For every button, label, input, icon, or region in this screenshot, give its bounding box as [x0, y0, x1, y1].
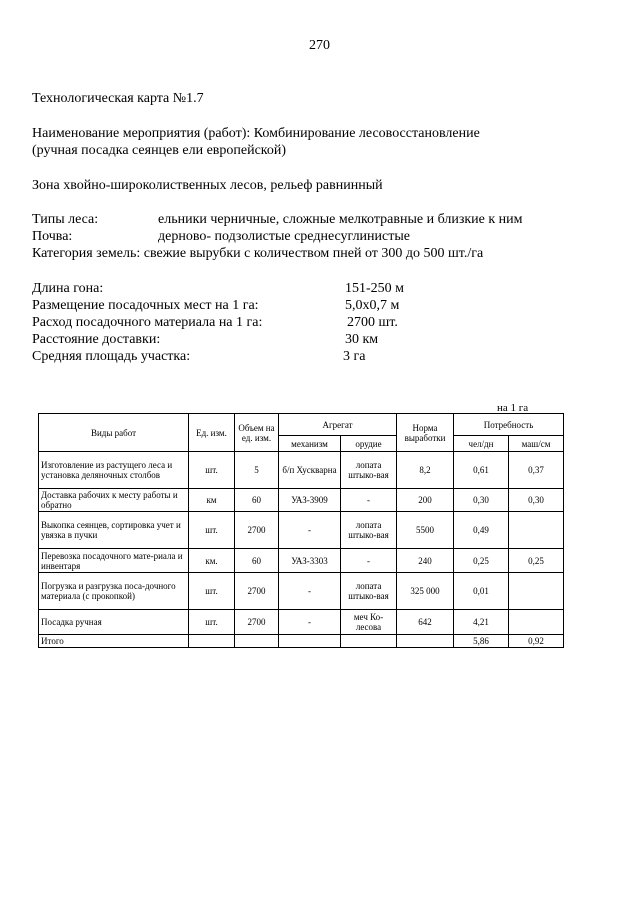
cell-man-days: 0,25 [454, 549, 509, 573]
cell-man-days: 4,21 [454, 610, 509, 635]
cell-tool: лопата штыко-вая [341, 512, 397, 549]
cell-unit: км [189, 489, 235, 512]
table-row [39, 549, 564, 573]
activity-line-1: Наименование мероприятия (работ): Комбинирование лесовосстановление [32, 126, 480, 141]
cell-unit: шт. [189, 610, 235, 635]
cell-volume: 2700 [235, 573, 279, 610]
page-number: 270 [309, 38, 330, 53]
total-label: Итого [39, 635, 189, 648]
param-value-area: 3 га [343, 349, 366, 364]
header-man-days: чел/дн [454, 436, 509, 452]
cell-tool: лопата штыко-вая [341, 452, 397, 489]
cell-work: Изготовление из растущего леса и установка деляночных столбов [39, 452, 189, 489]
cell-unit: км. [189, 549, 235, 573]
forest-type-label: Типы леса: [32, 212, 99, 227]
activity-line-2: (ручная посадка сеянцев ели европейской) [32, 143, 287, 158]
forest-type-value: ельники черничные, сложные мелкотравные и близкие к ним [158, 212, 523, 227]
land-category-line: Категория земель: свежие вырубки с количеством пней от 300 до 500 шт./га [32, 246, 484, 261]
total-empty-cell [279, 635, 341, 648]
cell-mechanism: - [279, 573, 341, 610]
cell-tool: - [341, 489, 397, 512]
table-row [39, 512, 564, 549]
cell-volume: 2700 [235, 610, 279, 635]
zone-line: Зона хвойно-широколиственных лесов, рельеф равнинный [32, 178, 383, 193]
cell-work: Посадка ручная [39, 610, 189, 635]
table-unit-note: на 1 га [497, 402, 529, 414]
total-empty-cell [397, 635, 454, 648]
total-machine-shifts: 0,92 [509, 635, 564, 648]
total-empty-cell [341, 635, 397, 648]
table-row [39, 452, 564, 489]
total-empty-cell [189, 635, 235, 648]
cell-mechanism: УАЗ-3909 [279, 489, 341, 512]
card-title: Технологическая карта №1.7 [32, 91, 204, 106]
cell-man-days: 0,30 [454, 489, 509, 512]
cell-norm: 325 000 [397, 573, 454, 610]
cell-work: Погрузка и разгрузка поса-дочного материала (с прокопкой) [39, 573, 189, 610]
cell-work: Выкопка сеянцев, сортировка учет и увязка в пучки [39, 512, 189, 549]
header-tool: орудие [341, 436, 397, 452]
cell-volume: 5 [235, 452, 279, 489]
table-row [39, 573, 564, 610]
cell-machine-shifts [509, 512, 564, 549]
cell-mechanism: - [279, 512, 341, 549]
header-aggregate: Агрегат [279, 414, 397, 436]
cell-mechanism: б/п Хускварна [279, 452, 341, 489]
cell-mechanism: - [279, 610, 341, 635]
cell-unit: шт. [189, 573, 235, 610]
header-volume: Объем на ед. изм. [235, 414, 279, 452]
cell-norm: 8,2 [397, 452, 454, 489]
cell-machine-shifts: 0,30 [509, 489, 564, 512]
param-label-consumption: Расход посадочного материала на 1 га: [32, 315, 263, 330]
header-norm: Норма выработки [397, 414, 454, 452]
param-value-distance: 151-250 м [345, 281, 405, 296]
total-empty-cell [235, 635, 279, 648]
header-work: Виды работ [39, 414, 189, 452]
param-value-consumption: 2700 шт. [347, 315, 398, 330]
table-row [39, 610, 564, 635]
table-row [39, 489, 564, 512]
total-row [39, 635, 564, 648]
cell-man-days: 0,01 [454, 573, 509, 610]
cell-norm: 642 [397, 610, 454, 635]
cell-norm: 240 [397, 549, 454, 573]
cell-tool: меч Ко-лесова [341, 610, 397, 635]
cell-volume: 60 [235, 489, 279, 512]
header-machine-shifts: маш/см [509, 436, 564, 452]
param-value-spacing: 5,0х0,7 м [345, 298, 400, 313]
cell-norm: 5500 [397, 512, 454, 549]
header-need: Потребность [454, 414, 564, 436]
param-value-delivery: 30 км [345, 332, 379, 347]
cell-unit: шт. [189, 452, 235, 489]
param-label-distance: Длина гона: [32, 281, 104, 296]
cell-work: Перевозка посадочного мате-риала и инвентаря [39, 549, 189, 573]
header-unit: Ед. изм. [189, 414, 235, 452]
param-label-delivery: Расстояние доставки: [32, 332, 161, 347]
cell-machine-shifts: 0,37 [509, 452, 564, 489]
cell-volume: 2700 [235, 512, 279, 549]
cell-tool: - [341, 549, 397, 573]
cell-unit: шт. [189, 512, 235, 549]
param-label-area: Средняя площадь участка: [32, 349, 191, 364]
cell-machine-shifts [509, 573, 564, 610]
cell-machine-shifts: 0,25 [509, 549, 564, 573]
cell-tool: лопата штыко-вая [341, 573, 397, 610]
tech-card-table [38, 413, 564, 648]
cell-work: Доставка рабочих к месту работы и обратно [39, 489, 189, 512]
cell-norm: 200 [397, 489, 454, 512]
param-label-spacing: Размещение посадочных мест на 1 га: [32, 298, 259, 313]
header-mechanism: механизм [279, 436, 341, 452]
cell-volume: 60 [235, 549, 279, 573]
soil-value: дерново- подзолистые среднесуглинистые [158, 229, 410, 244]
soil-label: Почва: [32, 229, 73, 244]
cell-machine-shifts [509, 610, 564, 635]
cell-mechanism: УАЗ-3303 [279, 549, 341, 573]
total-man-days: 5,86 [454, 635, 509, 648]
cell-man-days: 0,49 [454, 512, 509, 549]
cell-man-days: 0,61 [454, 452, 509, 489]
